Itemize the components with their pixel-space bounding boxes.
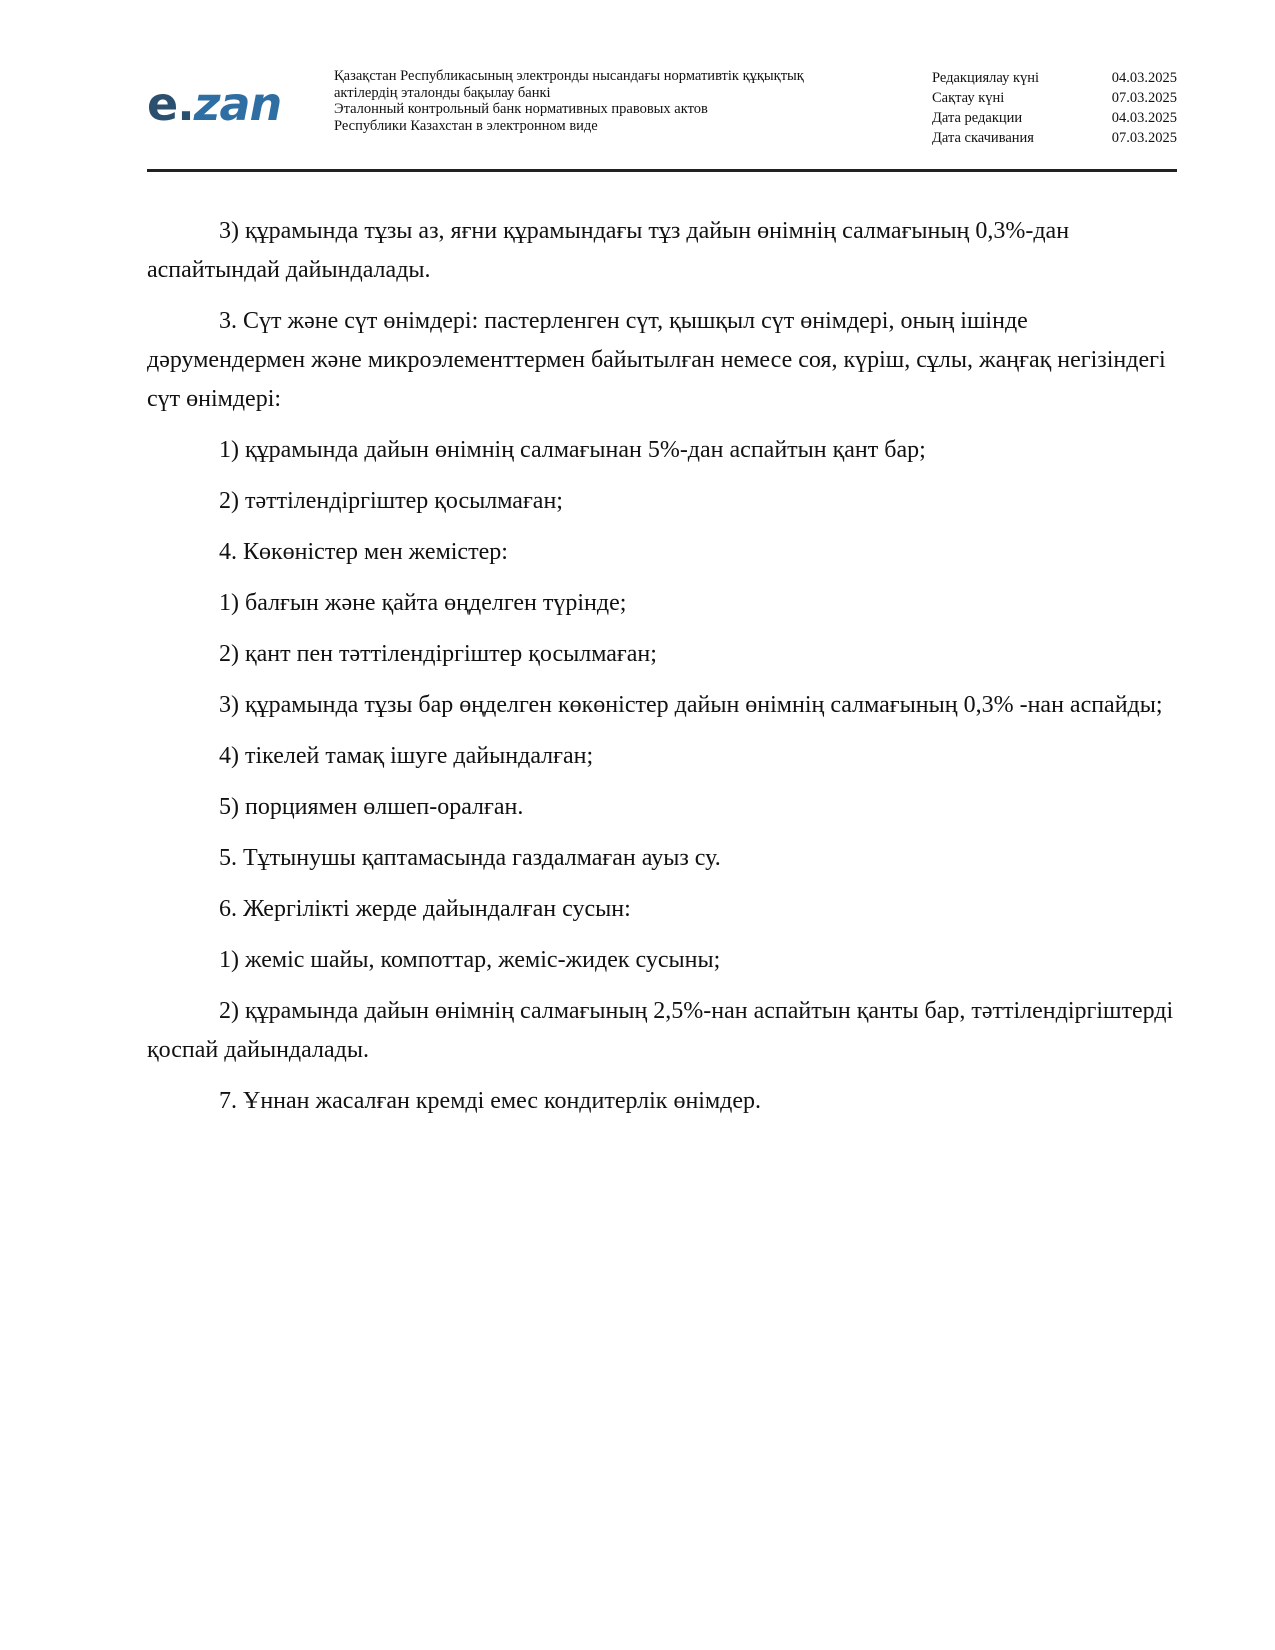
date-value: 07.03.2025: [1111, 130, 1177, 146]
date-value: 04.03.2025: [1111, 70, 1177, 86]
paragraph: 5) порциямен өлшеп-оралған.: [219, 794, 524, 820]
ezan-logo: [147, 78, 297, 130]
date-row-edit-ru: [932, 108, 1177, 128]
paragraph: 2) құрамында дайын өнімнің салмағының 2,5%-нан аспайтын қанты бар, тәттілендіргіштерді қоспай дайындалады.: [147, 998, 1174, 1063]
paragraph: 4. Көкөністер мен жемістер:: [219, 539, 508, 565]
paragraph: 1) балғын және қайта өңделген түрінде;: [219, 590, 627, 616]
paragraph: 3. Сүт және сүт өнімдері: пастерленген сүт, қышқыл сүт өнімдері, оның ішінде дәрумендермен және микроэлементтермен байытылған немесе соя, күріш, сұлы, жаңғақ негізіндегі сүт өнімдері:: [147, 308, 1166, 412]
paragraph: 7. Ұннан жасалған кремді емес кондитерлік өнімдер.: [219, 1088, 762, 1114]
paragraph: 3) құрамында тұзы аз, яғни құрамындағы тұз дайын өнімнің салмағының 0,3%-дан аспайтындай дайындалады.: [147, 218, 1070, 283]
bank-name-line: Эталонный контрольный банк нормативных правовых актов: [334, 101, 708, 117]
header-divider: [147, 169, 1177, 172]
date-value: 07.03.2025: [1111, 90, 1177, 106]
date-row-edit-kk: [932, 68, 1177, 88]
bank-names: [334, 68, 894, 134]
bank-name-line: Республики Казахстан в электронном виде: [334, 117, 598, 134]
date-row-download-ru: [932, 128, 1177, 148]
document-body: [147, 212, 1177, 1133]
date-row-save-kk: [932, 88, 1177, 108]
date-value: 04.03.2025: [1111, 110, 1177, 126]
logo-letter-e: e: [147, 77, 178, 131]
paragraph: 1) құрамында дайын өнімнің салмағынан 5%-дан аспайтын қант бар;: [219, 437, 926, 463]
document-dates: [932, 68, 1177, 148]
date-label: Дата скачивания: [932, 130, 1034, 146]
paragraph: 2) қант пен тәттілендіргіштер қосылмаған;: [219, 641, 657, 667]
date-label: Дата редакции: [932, 110, 1023, 126]
date-label: Сақтау күні: [932, 90, 1005, 106]
bank-name-line: актілердің эталонды бақылау банкі: [334, 84, 551, 101]
date-label: Редакциялау күні: [932, 70, 1040, 86]
document-header: [147, 66, 1177, 166]
bank-name-line: Қазақстан Республикасының электронды нысандағы нормативтік құқықтық: [334, 68, 804, 84]
paragraph: 6. Жергілікті жерде дайындалған сусын:: [219, 896, 631, 922]
paragraph: 2) тәттілендіргіштер қосылмаған;: [219, 488, 563, 514]
paragraph: 5. Тұтынушы қаптамасында газдалмаған ауыз су.: [219, 845, 721, 871]
logo-dot: .: [177, 77, 194, 131]
logo-word-zan: zan: [193, 77, 282, 131]
paragraph: 3) құрамында тұзы бар өңделген көкөністер дайын өнімнің салмағының 0,3% -нан аспайды;: [219, 692, 1163, 718]
paragraph: 1) жеміс шайы, компоттар, жеміс-жидек сусыны;: [219, 947, 721, 973]
paragraph: 4) тікелей тамақ ішуге дайындалған;: [219, 743, 594, 769]
